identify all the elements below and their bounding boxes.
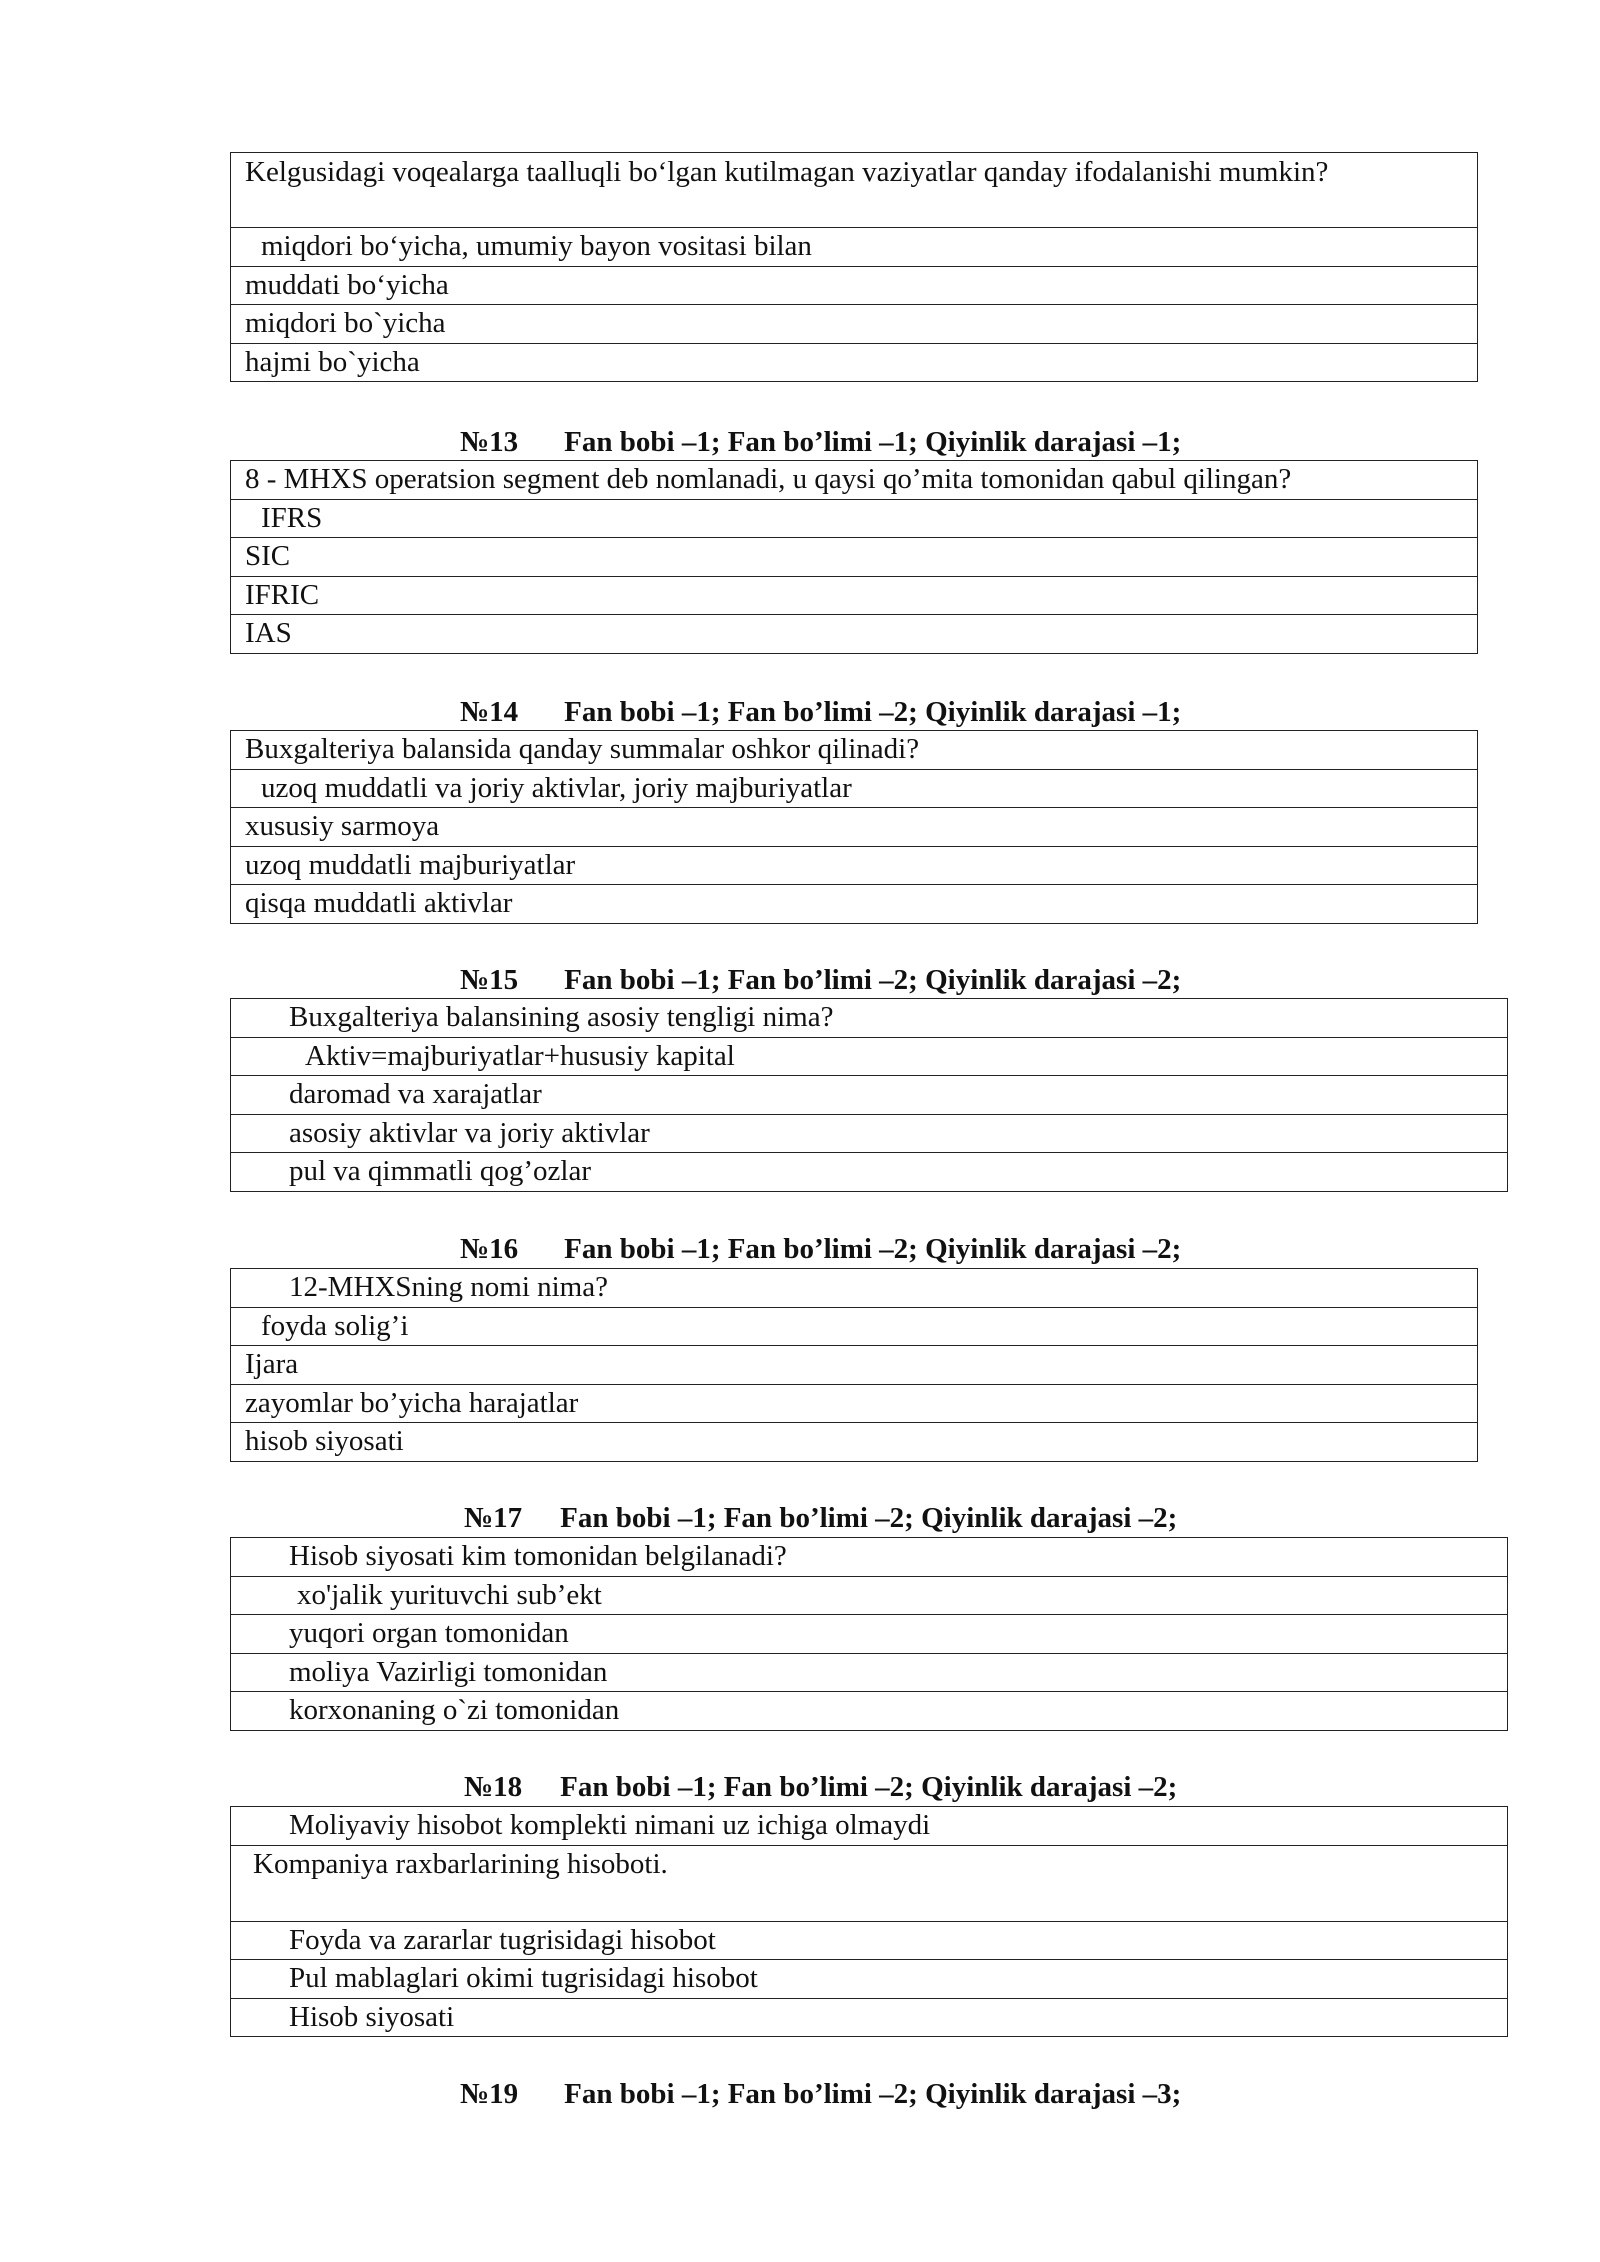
question-header-19 <box>460 2077 1181 2111</box>
question-header-13 <box>460 425 1181 459</box>
question-header-15 <box>460 963 1181 997</box>
answer-option: miqdori bo`yicha <box>231 305 1477 344</box>
answer-option: muddati bo‘yicha <box>231 267 1477 306</box>
question-header-14 <box>460 695 1181 729</box>
question-text: Buxgalteriya balansining asosiy tengligi nima? <box>231 999 1507 1038</box>
answer-option: hajmi bo`yicha <box>231 344 1477 383</box>
question-block-13 <box>230 460 1478 654</box>
question-number: №19 <box>460 2078 519 2110</box>
question-block-12 <box>230 152 1478 382</box>
question-text: 8 - MHXS operatsion segment deb nomlanadi, u qaysi qo’mita tomonidan qabul qilingan? <box>231 461 1477 500</box>
question-number: №17 <box>464 1502 523 1534</box>
answer-option: Hisob siyosati <box>231 1999 1507 2038</box>
answer-option-correct: foyda solig’i <box>231 1308 1477 1347</box>
answer-option: IFRIC <box>231 577 1477 616</box>
question-text: Buxgalteriya balansida qanday summalar oshkor qilinadi? <box>231 731 1477 770</box>
question-text: Kelgusidagi voqealarga taalluqli bo‘lgan kutilmagan vaziyatlar qanday ifodalanishi mumkin? <box>231 153 1477 228</box>
answer-option: xususiy sarmoya <box>231 808 1477 847</box>
question-meta: Fan bobi –1; Fan bo’limi –1; Qiyinlik darajasi –1; <box>564 426 1182 458</box>
question-meta: Fan bobi –1; Fan bo’limi –2; Qiyinlik darajasi –2; <box>564 1233 1182 1265</box>
question-meta: Fan bobi –1; Fan bo’limi –2; Qiyinlik darajasi –1; <box>564 696 1182 728</box>
answer-option-correct: IFRS <box>231 500 1477 539</box>
answer-option-correct: uzoq muddatli va joriy aktivlar, joriy majburiyatlar <box>231 770 1477 809</box>
answer-option: zayomlar bo’yicha harajatlar <box>231 1385 1477 1424</box>
answer-option: SIC <box>231 538 1477 577</box>
question-meta: Fan bobi –1; Fan bo’limi –2; Qiyinlik darajasi –2; <box>560 1771 1178 1803</box>
answer-option-correct: xo'jalik yurituvchi sub’ekt <box>231 1577 1507 1616</box>
question-text: Moliyaviy hisobot komplekti nimani uz ichiga olmaydi <box>231 1807 1507 1846</box>
question-text: Hisob siyosati kim tomonidan belgilanadi? <box>231 1538 1507 1577</box>
question-block-16 <box>230 1268 1478 1462</box>
answer-option: uzoq muddatli majburiyatlar <box>231 847 1477 886</box>
question-number: №18 <box>464 1771 523 1803</box>
question-number: №15 <box>460 964 519 996</box>
question-meta: Fan bobi –1; Fan bo’limi –2; Qiyinlik darajasi –2; <box>564 964 1182 996</box>
question-number: №14 <box>460 696 519 728</box>
question-block-15 <box>230 998 1508 1192</box>
answer-option: asosiy aktivlar va joriy aktivlar <box>231 1115 1507 1154</box>
answer-option-correct: Kompaniya raxbarlarining hisoboti. <box>231 1846 1507 1922</box>
question-block-14 <box>230 730 1478 924</box>
question-header-18 <box>464 1770 1177 1804</box>
answer-option: Pul mablaglari okimi tugrisidagi hisobot <box>231 1960 1507 1999</box>
answer-option: moliya Vazirligi tomonidan <box>231 1654 1507 1693</box>
answer-option: qisqa muddatli aktivlar <box>231 885 1477 924</box>
question-header-17 <box>464 1501 1177 1535</box>
question-block-17 <box>230 1537 1508 1731</box>
question-block-18 <box>230 1806 1508 2037</box>
answer-option: Foyda va zararlar tugrisidagi hisobot <box>231 1922 1507 1961</box>
answer-option: daromad va xarajatlar <box>231 1076 1507 1115</box>
answer-option: pul va qimmatli qog’ozlar <box>231 1153 1507 1192</box>
question-text: 12-MHXSning nomi nima? <box>231 1269 1477 1308</box>
question-header-16 <box>460 1232 1181 1266</box>
answer-option: hisob siyosati <box>231 1423 1477 1462</box>
question-meta: Fan bobi –1; Fan bo’limi –2; Qiyinlik darajasi –3; <box>564 2078 1182 2110</box>
answer-option-correct: Aktiv=majburiyatlar+hususiy kapital <box>231 1038 1507 1077</box>
question-meta: Fan bobi –1; Fan bo’limi –2; Qiyinlik darajasi –2; <box>560 1502 1178 1534</box>
answer-option: IAS <box>231 615 1477 654</box>
answer-option-correct: miqdori bo‘yicha, umumiy bayon vositasi bilan <box>231 228 1477 267</box>
question-number: №13 <box>460 426 519 458</box>
answer-option: Ijara <box>231 1346 1477 1385</box>
answer-option: korxonaning o`zi tomonidan <box>231 1692 1507 1731</box>
answer-option: yuqori organ tomonidan <box>231 1615 1507 1654</box>
question-number: №16 <box>460 1233 519 1265</box>
